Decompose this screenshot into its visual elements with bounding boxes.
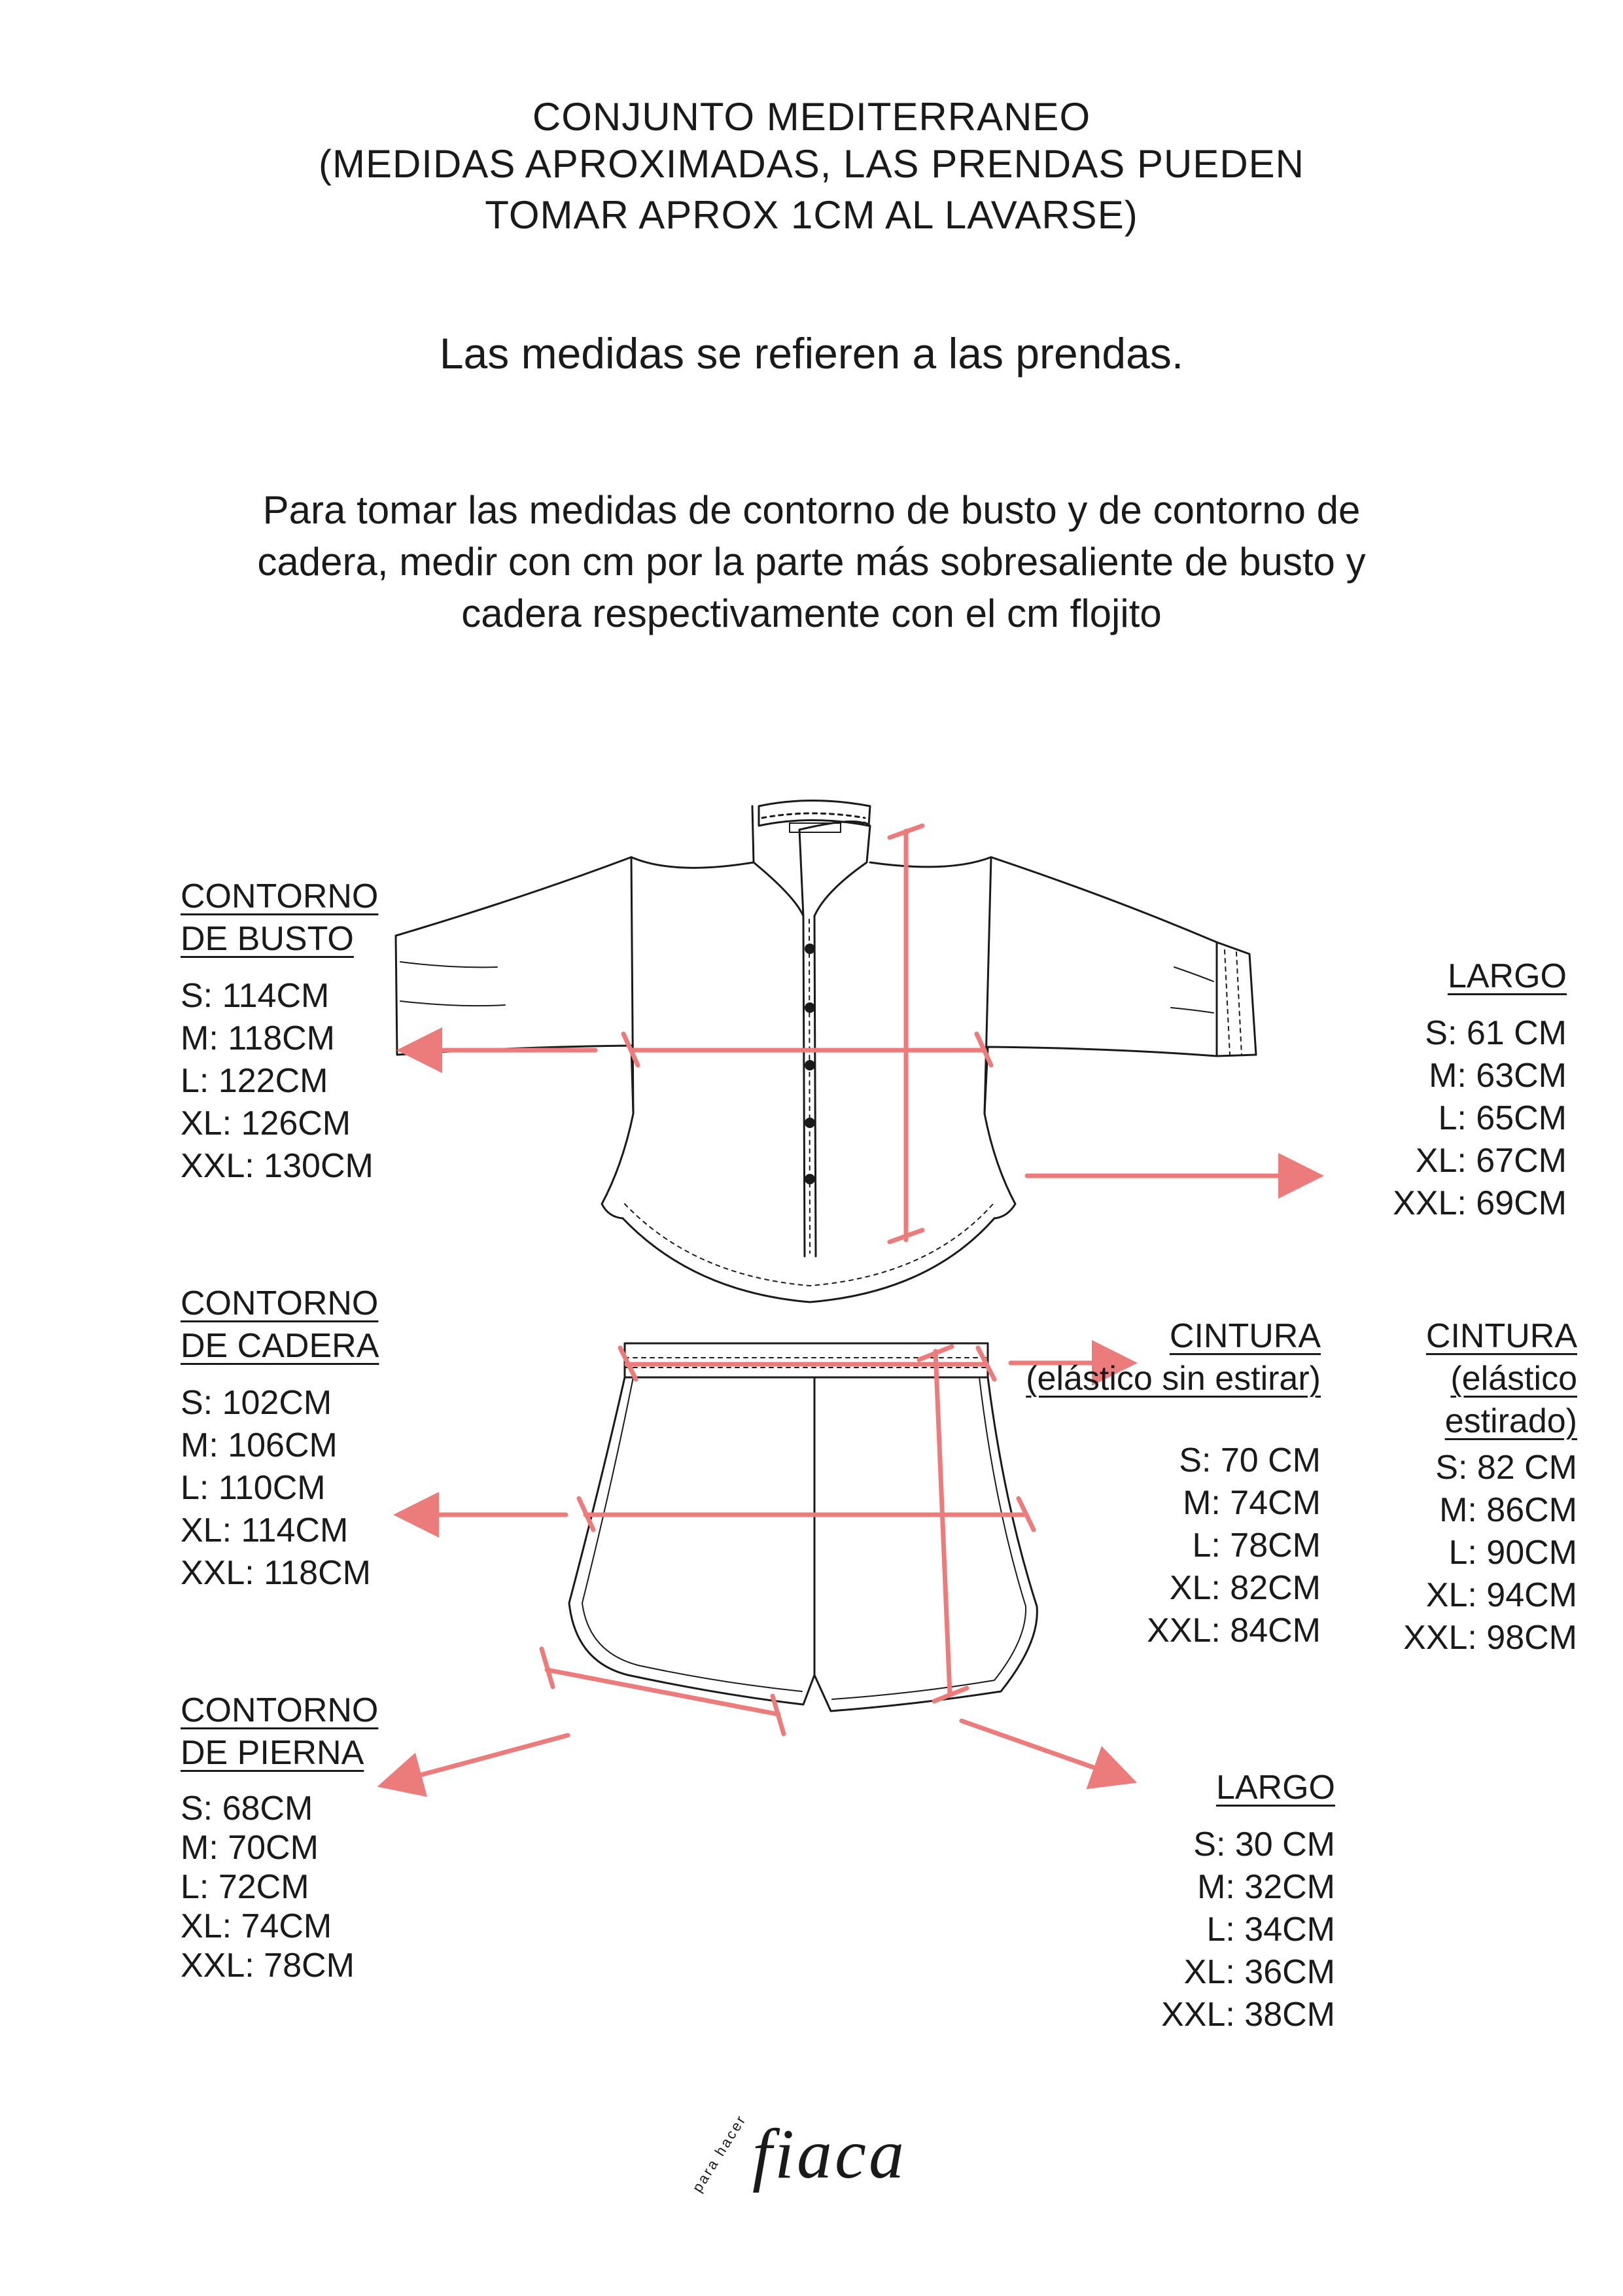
bust-heading (181, 875, 378, 961)
size-row: L: 65CM (1438, 1099, 1567, 1137)
size-row: XL: 36CM (1183, 1953, 1335, 1991)
size-row: XL: 114CM (181, 1511, 349, 1549)
shirt-length-size-list (1393, 1012, 1567, 1225)
size-row: S: 82 CM (1435, 1449, 1577, 1487)
shirt-length-heading (1393, 955, 1567, 998)
shirt-button (805, 1060, 815, 1070)
shirt-button (805, 1118, 815, 1128)
size-row: M: 118CM (181, 1019, 335, 1057)
waist-stretched-heading (1403, 1315, 1577, 1443)
subtitle-line: TOMAR APROX 1CM AL LAVARSE) (485, 193, 1138, 237)
waist-stretched-measurements (1403, 1315, 1577, 1659)
size-row: XXL: 38CM (1161, 1996, 1335, 2034)
size-row: XL: 126CM (181, 1104, 351, 1142)
logo-small-text: para hacer (689, 2111, 750, 2195)
shorts-waistband (625, 1343, 988, 1377)
size-row: S: 68CM (181, 1790, 313, 1828)
size-row: M: 106CM (181, 1426, 338, 1464)
heading-line: (elástico sin estirar) (1026, 1360, 1321, 1398)
heading-line: CONTORNO (181, 1691, 379, 1729)
garment-note: Las medidas se refieren a las prendas. (439, 329, 1184, 378)
heading-line: DE CADERA (181, 1327, 379, 1365)
size-row: L: 122CM (181, 1062, 328, 1100)
subtitle-line: (MEDIDAS APROXIMADAS, LAS PRENDAS PUEDEN (318, 142, 1304, 186)
size-row: XXL: 130CM (181, 1147, 374, 1185)
heading-line: (elástico (1450, 1360, 1577, 1398)
size-row: XL: 94CM (1425, 1576, 1577, 1614)
hip-heading (181, 1282, 379, 1368)
shirt-button (805, 1174, 815, 1184)
size-row: XXL: 98CM (1403, 1619, 1577, 1657)
leg-heading (181, 1689, 378, 1775)
shirt-body (396, 857, 754, 1218)
waist-stretched-size-list (1403, 1447, 1577, 1659)
heading-line: LARGO (1447, 957, 1567, 995)
hip-size-list (181, 1382, 379, 1595)
size-row: L: 110CM (181, 1469, 326, 1507)
waist-relaxed-measurements (1026, 1315, 1321, 1652)
leg-pointer-arrow (386, 1735, 568, 1784)
heading-line: CONTORNO (181, 877, 379, 915)
shorts-body (569, 1377, 1037, 1711)
size-row: S: 30 CM (1193, 1826, 1335, 1863)
heading-line: DE PIERNA (181, 1734, 364, 1772)
size-row: XXL: 78CM (181, 1947, 355, 1985)
shorts-length-measure-line (935, 1351, 950, 1695)
size-row: XL: 67CM (1415, 1142, 1567, 1180)
shorts-length-pointer-arrow (962, 1721, 1128, 1780)
size-row: XXL: 69CM (1393, 1184, 1567, 1222)
page-title: CONJUNTO MEDITERRANEO (532, 95, 1091, 139)
shirt-length-measurements (1393, 955, 1567, 1225)
leg-measure-line (547, 1670, 778, 1714)
heading-line: CINTURA (1425, 1317, 1577, 1355)
waist-relaxed-heading (1026, 1315, 1321, 1400)
size-row: S: 61 CM (1425, 1014, 1567, 1052)
size-row: M: 32CM (1197, 1868, 1335, 1906)
heading-line: CONTORNO (181, 1284, 379, 1322)
instructions-line: cadera, medir con cm por la parte más sobresaliente de busto y (257, 540, 1366, 584)
size-row: L: 90CM (1448, 1534, 1577, 1572)
size-row: L: 72CM (181, 1868, 309, 1906)
shirt-button (805, 944, 815, 954)
size-row: L: 78CM (1192, 1527, 1321, 1564)
size-row: S: 114CM (181, 977, 330, 1015)
heading-line: estirado) (1444, 1402, 1577, 1440)
size-row: L: 34CM (1206, 1911, 1335, 1949)
shorts-length-size-list (1161, 1824, 1335, 2036)
bust-size-list (181, 975, 378, 1188)
size-row: XL: 74CM (181, 1907, 332, 1945)
logo-brand-text: fiaca (752, 2115, 907, 2193)
instructions-line: Para tomar las medidas de contorno de busto y de contorno de (262, 488, 1361, 532)
waist-relaxed-size-list (1026, 1439, 1321, 1652)
heading-line: DE BUSTO (181, 920, 354, 958)
leg-measurements (181, 1689, 378, 1985)
shorts-length-measurements (1161, 1767, 1335, 2036)
bust-measurements (181, 875, 378, 1188)
size-row: XXL: 118CM (181, 1554, 371, 1592)
heading-line: CINTURA (1169, 1317, 1321, 1355)
hip-measurements (181, 1282, 379, 1595)
shorts-drawing (569, 1343, 1037, 1711)
size-row: M: 74CM (1183, 1484, 1321, 1522)
size-row: M: 63CM (1429, 1057, 1567, 1095)
size-row: M: 86CM (1439, 1491, 1577, 1529)
instructions-line: cadera respectivamente con el cm flojito (461, 592, 1162, 635)
size-row: S: 70 CM (1179, 1441, 1321, 1479)
shirt-hem (623, 1218, 994, 1302)
size-row: S: 102CM (181, 1384, 332, 1422)
brand-logo (661, 2107, 962, 2205)
size-row: XXL: 84CM (1147, 1612, 1321, 1650)
leg-size-list (181, 1789, 378, 1985)
size-row: XL: 82CM (1169, 1569, 1321, 1607)
shorts-length-heading (1161, 1767, 1335, 1809)
shirt-button (805, 1002, 815, 1013)
heading-line: LARGO (1215, 1769, 1335, 1807)
size-row: M: 70CM (181, 1829, 319, 1867)
